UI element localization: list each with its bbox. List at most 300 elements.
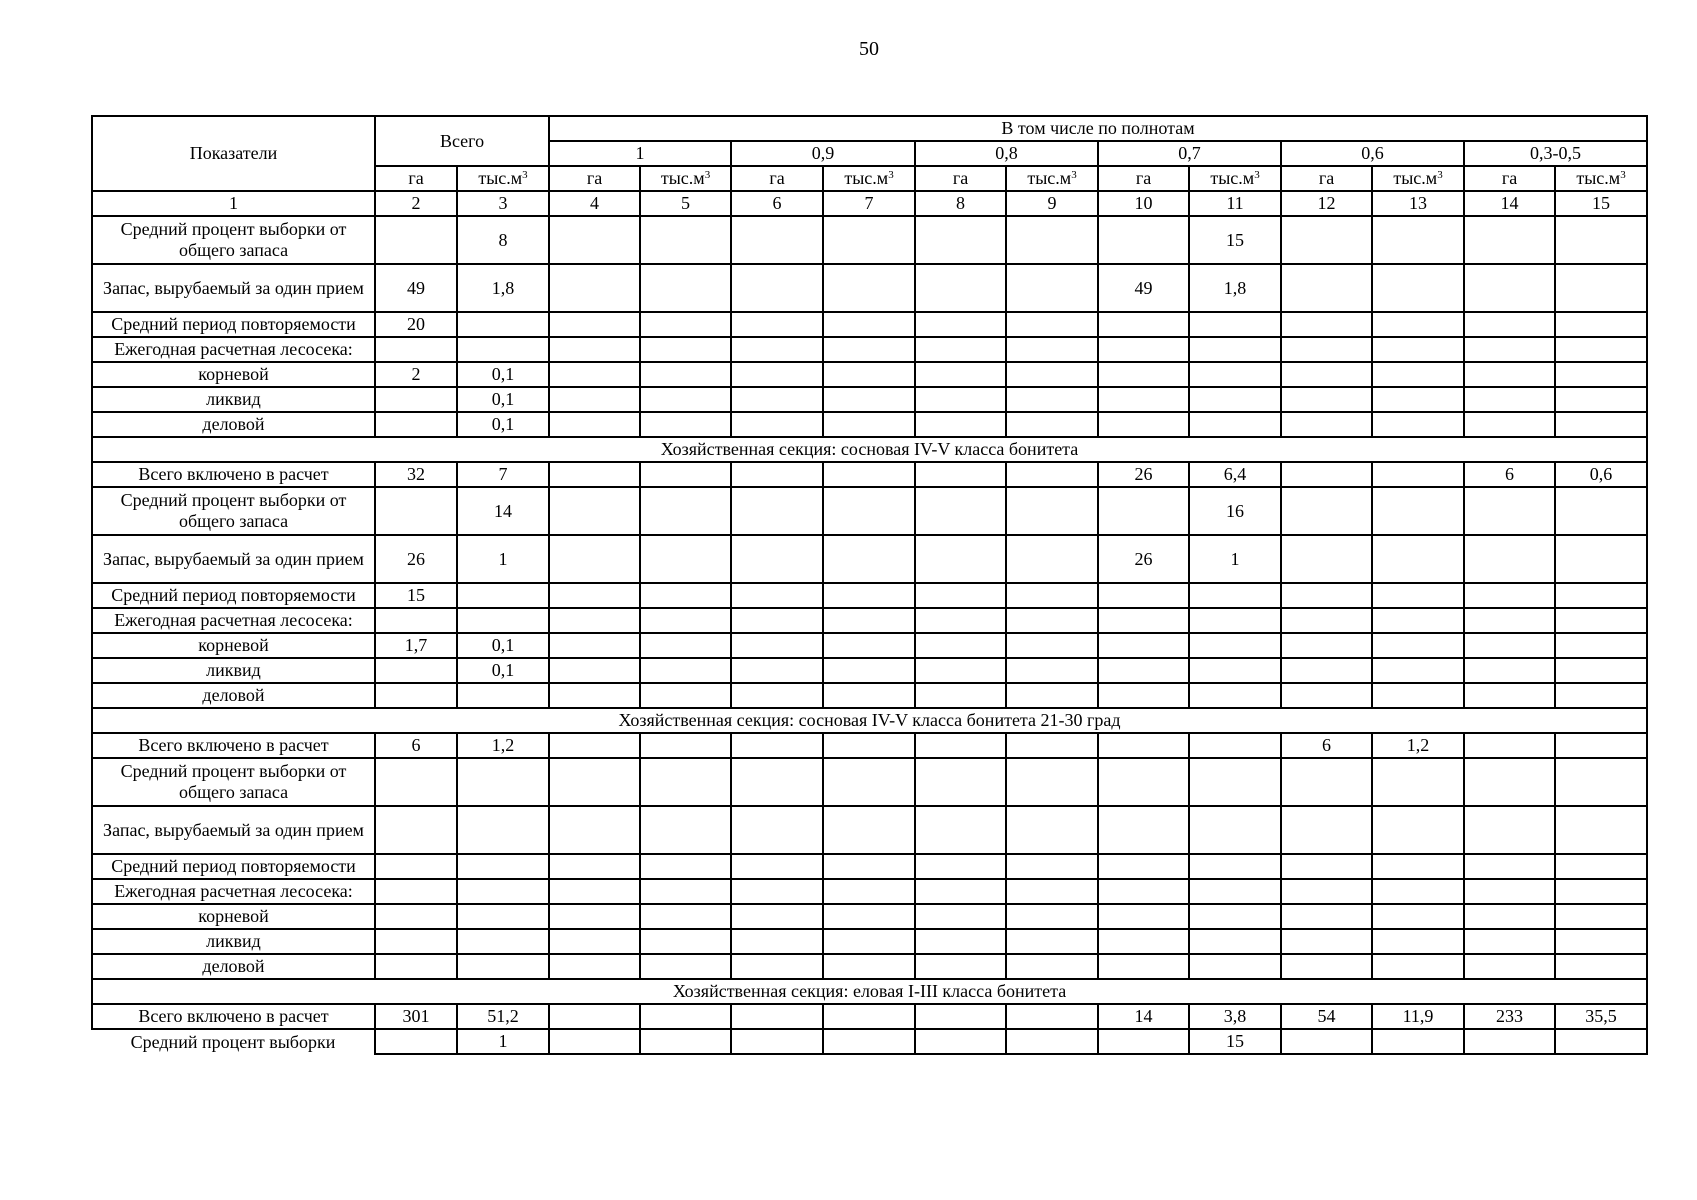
page-number: 50 — [859, 38, 879, 60]
unit-volume-text: тыс.м — [1576, 168, 1621, 188]
table-cell — [1555, 216, 1647, 264]
table-cell: 301 — [375, 1004, 457, 1029]
table-cell — [915, 312, 1006, 337]
unit-volume-exponent: 3 — [704, 169, 711, 181]
header-density: 0,9 — [731, 141, 915, 166]
table-cell — [1372, 387, 1464, 412]
table-cell: 1 — [457, 535, 549, 583]
table-cell — [1372, 216, 1464, 264]
table-cell — [1098, 806, 1189, 854]
table-cell — [549, 879, 640, 904]
table-cell — [731, 264, 823, 312]
table-cell — [1555, 487, 1647, 535]
table-cell — [915, 658, 1006, 683]
table-cell — [731, 583, 823, 608]
table-cell — [823, 337, 915, 362]
unit-volume-exponent: 3 — [1071, 169, 1077, 181]
column-number: 8 — [915, 191, 1006, 216]
table-cell — [915, 954, 1006, 979]
table-cell — [1098, 312, 1189, 337]
table-row — [92, 929, 1647, 954]
table-cell — [915, 1029, 1006, 1054]
table-cell — [640, 387, 731, 412]
table-cell — [823, 462, 915, 487]
table-cell — [1098, 633, 1189, 658]
table-cell — [731, 954, 823, 979]
row-indicator: Средний процент выборки от общего запаса — [92, 487, 375, 535]
table-cell — [1372, 412, 1464, 437]
table-cell — [1464, 412, 1555, 437]
table-cell — [1281, 264, 1372, 312]
table-cell — [640, 806, 731, 854]
table-cell: 54 — [1281, 1004, 1372, 1029]
table-cell — [1098, 216, 1189, 264]
table-cell — [1464, 633, 1555, 658]
table-cell — [1281, 904, 1372, 929]
table-row — [92, 362, 1647, 387]
table-cell: 0,1 — [457, 633, 549, 658]
table-cell — [1098, 733, 1189, 758]
table-cell — [1098, 1029, 1189, 1054]
table-cell — [1098, 683, 1189, 708]
table-cell — [915, 216, 1006, 264]
table-cell — [1372, 806, 1464, 854]
table-cell — [1281, 216, 1372, 264]
table-row — [92, 216, 1647, 264]
unit-volume-text: тыс.м — [1210, 168, 1255, 188]
table-cell — [457, 583, 549, 608]
table-cell: 8 — [457, 216, 549, 264]
table-cell — [549, 733, 640, 758]
table-cell: 1 — [1189, 535, 1281, 583]
table-cell — [823, 879, 915, 904]
table-cell — [915, 387, 1006, 412]
table-cell — [1006, 535, 1098, 583]
table-cell — [823, 412, 915, 437]
table-cell — [823, 387, 915, 412]
table-cell — [731, 337, 823, 362]
table-cell — [731, 633, 823, 658]
unit-volume-exponent: 3 — [1437, 169, 1443, 181]
unit-volume-text: тыс.м — [478, 168, 523, 188]
header-unit-ha: га — [549, 166, 640, 191]
table-cell: 26 — [375, 535, 457, 583]
table-cell — [640, 658, 731, 683]
table-cell — [1555, 412, 1647, 437]
table-row — [92, 312, 1647, 337]
table-cell — [1189, 387, 1281, 412]
table-cell — [1098, 387, 1189, 412]
table-cell — [1464, 758, 1555, 806]
table-cell — [1189, 954, 1281, 979]
table-cell — [1098, 879, 1189, 904]
table-row — [92, 487, 1647, 535]
table-cell — [1464, 954, 1555, 979]
table-cell — [1372, 633, 1464, 658]
table-cell: 32 — [375, 462, 457, 487]
table-cell: 26 — [1098, 535, 1189, 583]
table-cell — [1464, 733, 1555, 758]
table-cell — [1281, 758, 1372, 806]
table-cell: 233 — [1464, 1004, 1555, 1029]
column-number: 10 — [1098, 191, 1189, 216]
table-cell — [915, 462, 1006, 487]
table-cell — [823, 535, 915, 583]
column-number: 5 — [640, 191, 731, 216]
table-cell — [1006, 412, 1098, 437]
table-cell — [1281, 683, 1372, 708]
row-indicator: корневой — [92, 904, 375, 929]
table-cell — [1006, 1029, 1098, 1054]
table-cell — [1189, 337, 1281, 362]
table-cell — [1098, 854, 1189, 879]
table-cell — [375, 683, 457, 708]
header-total: Всего — [375, 116, 549, 166]
table-cell — [731, 608, 823, 633]
table-cell — [823, 487, 915, 535]
row-indicator: Ежегодная расчетная лесосека: — [92, 337, 375, 362]
table-cell — [1189, 758, 1281, 806]
table-cell — [640, 362, 731, 387]
table-row — [92, 633, 1647, 658]
table-cell — [1372, 658, 1464, 683]
table-cell — [549, 387, 640, 412]
table-cell — [1555, 954, 1647, 979]
column-number: 13 — [1372, 191, 1464, 216]
table-cell — [375, 854, 457, 879]
row-indicator: ликвид — [92, 929, 375, 954]
table-row — [92, 535, 1647, 583]
table-cell — [731, 879, 823, 904]
table-cell — [1281, 312, 1372, 337]
row-indicator: Средний период повторяемости — [92, 312, 375, 337]
table-cell: 15 — [1189, 1029, 1281, 1054]
table-cell — [1464, 1029, 1555, 1054]
table-cell — [549, 535, 640, 583]
column-number: 3 — [457, 191, 549, 216]
table-cell — [1281, 929, 1372, 954]
table-cell — [640, 879, 731, 904]
header-density: 0,3-0,5 — [1464, 141, 1647, 166]
table-cell — [640, 954, 731, 979]
table-cell — [1464, 337, 1555, 362]
table-cell — [549, 362, 640, 387]
row-indicator: Средний период повторяемости — [92, 854, 375, 879]
table-cell — [375, 879, 457, 904]
table-cell: 0,6 — [1555, 462, 1647, 487]
row-indicator: корневой — [92, 362, 375, 387]
table-cell — [1464, 362, 1555, 387]
table-cell — [731, 904, 823, 929]
table-cell — [640, 412, 731, 437]
table-cell — [1189, 312, 1281, 337]
row-indicator: Средний период повторяемости — [92, 583, 375, 608]
table-cell — [915, 733, 1006, 758]
table-cell — [375, 758, 457, 806]
table-cell — [549, 954, 640, 979]
table-cell — [1372, 758, 1464, 806]
table-cell — [1464, 216, 1555, 264]
table-cell — [1555, 264, 1647, 312]
table-cell — [1372, 462, 1464, 487]
table-row — [92, 758, 1647, 806]
table-cell — [1372, 904, 1464, 929]
forest-cutting-table — [91, 115, 1648, 1055]
table-cell — [1372, 683, 1464, 708]
table-cell — [457, 954, 549, 979]
unit-volume-exponent: 3 — [888, 169, 894, 181]
table-cell — [915, 806, 1006, 854]
table-cell — [1281, 387, 1372, 412]
table-cell — [1372, 264, 1464, 312]
table-cell — [1281, 806, 1372, 854]
table-cell — [823, 1004, 915, 1029]
table-cell — [375, 658, 457, 683]
header-unit-volume — [457, 166, 549, 191]
table-cell — [375, 806, 457, 854]
table-cell — [1006, 462, 1098, 487]
header-unit-volume — [1372, 166, 1464, 191]
table-cell — [1189, 412, 1281, 437]
table-cell — [731, 535, 823, 583]
table-cell — [915, 929, 1006, 954]
table-cell — [1281, 412, 1372, 437]
table-cell — [1555, 806, 1647, 854]
header-density: 0,6 — [1281, 141, 1464, 166]
table-cell — [1555, 312, 1647, 337]
table-cell — [1006, 658, 1098, 683]
table-cell: 1,8 — [457, 264, 549, 312]
table-cell — [375, 216, 457, 264]
header-unit-volume — [1189, 166, 1281, 191]
table-body — [92, 216, 1647, 1054]
table-cell — [549, 264, 640, 312]
table-cell — [640, 854, 731, 879]
table-cell — [1098, 337, 1189, 362]
table-cell — [1372, 312, 1464, 337]
column-number: 12 — [1281, 191, 1372, 216]
table-cell — [1372, 954, 1464, 979]
row-indicator: Средний процент выборки от общего запаса — [92, 216, 375, 264]
table-cell: 51,2 — [457, 1004, 549, 1029]
table-cell — [1372, 362, 1464, 387]
table-cell — [823, 608, 915, 633]
table-cell — [1006, 929, 1098, 954]
table-cell — [1555, 362, 1647, 387]
table-cell — [731, 758, 823, 806]
table-cell — [1006, 362, 1098, 387]
table-cell — [1372, 879, 1464, 904]
table-cell — [1006, 608, 1098, 633]
table-cell — [1006, 854, 1098, 879]
row-indicator: Средний процент выборки от общего запаса — [92, 758, 375, 806]
table-row — [92, 608, 1647, 633]
table-cell — [640, 1029, 731, 1054]
table-cell — [1464, 806, 1555, 854]
table-cell — [823, 362, 915, 387]
table-cell — [1372, 535, 1464, 583]
table-row — [92, 904, 1647, 929]
table-cell — [1555, 733, 1647, 758]
table-cell — [640, 929, 731, 954]
table-cell — [1281, 462, 1372, 487]
table-cell — [915, 1004, 1006, 1029]
table-cell — [1189, 929, 1281, 954]
table-row — [92, 412, 1647, 437]
table-cell — [1464, 583, 1555, 608]
unit-volume-exponent: 3 — [522, 169, 528, 181]
row-indicator: Запас, вырубаемый за один прием — [92, 806, 375, 854]
table-cell — [1281, 854, 1372, 879]
table-row — [92, 583, 1647, 608]
unit-volume-text: тыс.м — [1027, 168, 1072, 188]
table-cell — [915, 904, 1006, 929]
table-cell — [731, 658, 823, 683]
table-cell — [1555, 904, 1647, 929]
table-cell — [823, 929, 915, 954]
table-cell — [1189, 879, 1281, 904]
table-cell — [549, 758, 640, 806]
header-unit-ha: га — [731, 166, 823, 191]
header-density: 0,8 — [915, 141, 1098, 166]
table-cell — [1006, 733, 1098, 758]
header-unit-volume — [823, 166, 915, 191]
table-cell — [731, 412, 823, 437]
table-cell — [549, 683, 640, 708]
table-cell — [457, 312, 549, 337]
table-cell: 6 — [1464, 462, 1555, 487]
table-cell — [823, 904, 915, 929]
table-cell — [640, 633, 731, 658]
table-cell — [1555, 658, 1647, 683]
table-cell — [1372, 929, 1464, 954]
table-cell — [823, 1029, 915, 1054]
table-cell — [1006, 633, 1098, 658]
table-cell — [1464, 312, 1555, 337]
table-cell — [823, 806, 915, 854]
column-number: 14 — [1464, 191, 1555, 216]
table-cell — [1006, 312, 1098, 337]
table-cell — [1006, 387, 1098, 412]
table-cell — [1006, 683, 1098, 708]
table-cell — [457, 337, 549, 362]
table-cell — [457, 608, 549, 633]
table-cell — [640, 904, 731, 929]
table-cell — [731, 854, 823, 879]
table-cell — [1555, 854, 1647, 879]
table-cell: 14 — [457, 487, 549, 535]
table-cell — [549, 929, 640, 954]
table-cell — [640, 758, 731, 806]
table-cell — [1098, 954, 1189, 979]
table-cell — [1555, 758, 1647, 806]
table-cell — [1189, 806, 1281, 854]
table-cell — [731, 683, 823, 708]
table-cell — [375, 954, 457, 979]
unit-volume-text: тыс.м — [844, 168, 889, 188]
table-cell — [640, 462, 731, 487]
table-cell — [1281, 337, 1372, 362]
table-cell — [731, 387, 823, 412]
table-cell — [1098, 758, 1189, 806]
table-cell — [457, 758, 549, 806]
table-cell — [731, 733, 823, 758]
table-cell: 7 — [457, 462, 549, 487]
table-cell — [1098, 412, 1189, 437]
table-cell — [549, 854, 640, 879]
table-cell — [1281, 954, 1372, 979]
table-cell — [375, 929, 457, 954]
table-cell — [1281, 633, 1372, 658]
table-cell — [1281, 487, 1372, 535]
table-cell: 0,1 — [457, 412, 549, 437]
table-cell: 15 — [375, 583, 457, 608]
table-cell — [731, 1004, 823, 1029]
row-indicator: Запас, вырубаемый за один прием — [92, 535, 375, 583]
table-cell — [1464, 683, 1555, 708]
row-indicator: Ежегодная расчетная лесосека: — [92, 879, 375, 904]
table-cell — [1464, 879, 1555, 904]
table-cell: 0,1 — [457, 387, 549, 412]
table-cell — [375, 904, 457, 929]
table-cell — [915, 683, 1006, 708]
header-density: 0,7 — [1098, 141, 1281, 166]
table-cell — [1281, 1029, 1372, 1054]
table-cell: 0,1 — [457, 658, 549, 683]
row-indicator: ликвид — [92, 387, 375, 412]
column-number: 6 — [731, 191, 823, 216]
table-cell — [1372, 337, 1464, 362]
table-cell — [457, 854, 549, 879]
table-cell — [1464, 608, 1555, 633]
table-row — [92, 806, 1647, 854]
table-cell — [915, 608, 1006, 633]
table-cell — [823, 683, 915, 708]
table-cell — [823, 216, 915, 264]
table-cell: 6,4 — [1189, 462, 1281, 487]
table-cell — [1555, 535, 1647, 583]
section-title: Хозяйственная секция: сосновая IV-V класса бонитета 21-30 град — [92, 708, 1647, 733]
table-cell — [1189, 904, 1281, 929]
section-title: Хозяйственная секция: еловая I-III класса бонитета — [92, 979, 1647, 1004]
table-cell — [823, 264, 915, 312]
table-cell — [549, 806, 640, 854]
table-cell — [1281, 535, 1372, 583]
unit-volume-exponent: 3 — [1620, 169, 1626, 181]
table-cell — [1006, 337, 1098, 362]
table-cell: 1,7 — [375, 633, 457, 658]
header-unit-ha: га — [1281, 166, 1372, 191]
table-cell — [640, 487, 731, 535]
table-cell — [915, 758, 1006, 806]
table-row — [92, 658, 1647, 683]
row-indicator: Ежегодная расчетная лесосека: — [92, 608, 375, 633]
table-cell — [915, 337, 1006, 362]
table-cell — [1555, 683, 1647, 708]
table-cell: 1,2 — [1372, 733, 1464, 758]
table-cell — [915, 879, 1006, 904]
table-cell — [549, 487, 640, 535]
table-cell — [1098, 929, 1189, 954]
header-unit-ha: га — [375, 166, 457, 191]
table-row — [92, 733, 1647, 758]
header-row-column-numbers — [92, 191, 1647, 216]
section-row — [92, 979, 1647, 1004]
table-cell — [823, 854, 915, 879]
table-cell — [915, 362, 1006, 387]
header-row-1 — [92, 116, 1647, 141]
table-cell — [549, 312, 640, 337]
